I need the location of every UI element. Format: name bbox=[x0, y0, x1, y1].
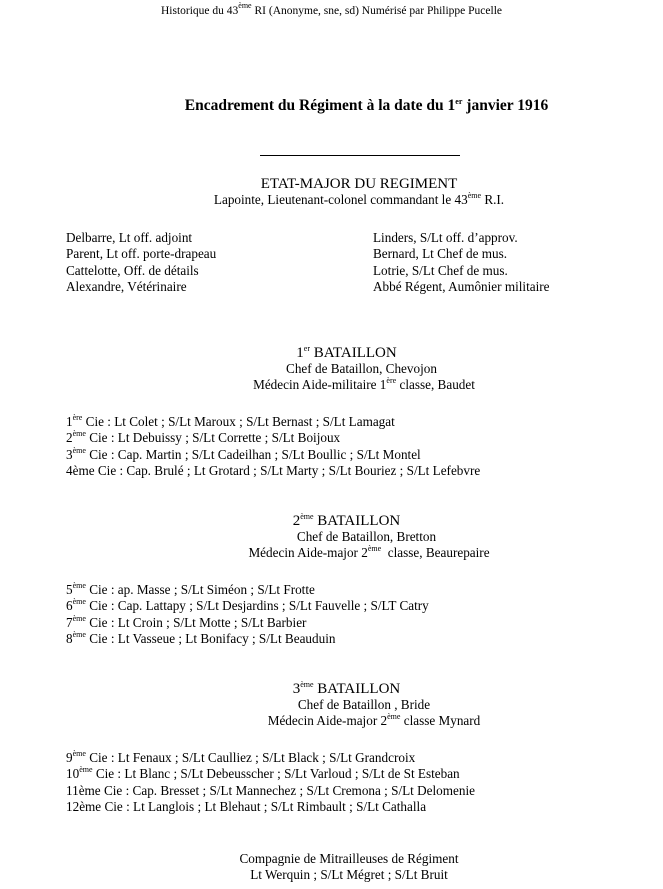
page-header bbox=[0, 1, 663, 17]
cie-num: 9 bbox=[66, 750, 73, 765]
heading-num: 3 bbox=[292, 681, 301, 697]
cie-officers: Cie : Lt Langlois ; Lt Blehaut ; S/Lt Rimbault ; S/Lt Cathalla bbox=[101, 799, 427, 815]
bataillon-1-header bbox=[0, 345, 663, 393]
heading-num: 1 bbox=[296, 345, 304, 361]
cie-num: 2 bbox=[66, 430, 73, 446]
bataillon-1-companies bbox=[66, 414, 480, 480]
company-line bbox=[66, 783, 475, 799]
company-line bbox=[66, 598, 429, 614]
medecin-text: Médecin Aide-militaire 1 bbox=[253, 377, 387, 392]
bataillon-3-heading bbox=[0, 681, 663, 697]
company-line bbox=[66, 615, 429, 631]
medecin-text-rest: classe Mynard bbox=[400, 713, 481, 728]
bataillon-3-chef: Chef de Bataillon , Bride bbox=[297, 697, 431, 712]
cie-officers: Cie : Cap. Brulé ; Lt Grotard ; S/Lt Marty ; S/Lt Bouriez ; S/Lt Lefebvre bbox=[94, 463, 481, 479]
title-divider bbox=[260, 155, 460, 156]
etat-major-heading: ETAT-MAJOR DU REGIMENT bbox=[260, 176, 458, 192]
bataillon-1-chef: Chef de Bataillon, Chevojon bbox=[286, 361, 437, 376]
company-line bbox=[66, 414, 480, 430]
company-line bbox=[66, 430, 480, 446]
company-line bbox=[66, 766, 475, 782]
bataillon-2-header bbox=[0, 513, 663, 561]
bataillon-1-medecin bbox=[0, 377, 663, 393]
medecin-text: Médecin Aide-major 2 bbox=[267, 713, 388, 728]
cie-sup: ème bbox=[72, 613, 86, 623]
staff-entry: Parent, Lt off. porte-drapeau bbox=[66, 246, 217, 262]
cie-sup: ème bbox=[72, 749, 86, 758]
cie-num: 10 bbox=[66, 766, 80, 782]
document-title bbox=[0, 97, 663, 115]
heading-rest: BATAILLON bbox=[313, 681, 401, 697]
commander-text-rest: R.I. bbox=[481, 192, 505, 207]
heading-rest: BATAILLON bbox=[313, 513, 401, 529]
heading-sup: ème bbox=[300, 512, 314, 521]
medecin-text: Médecin Aide-major 2 bbox=[248, 545, 368, 560]
staff-entry: Alexandre, Vétérinaire bbox=[66, 279, 187, 295]
cie-num: 5 bbox=[66, 582, 73, 597]
cie-sup: ème bbox=[79, 765, 93, 775]
cie-officers: Cie : Cap. Lattapy ; S/Lt Desjardins ; S/Lt Fauvelle ; S/LT Catry bbox=[85, 598, 429, 614]
company-line bbox=[66, 447, 480, 463]
bataillon-2-chef: Chef de Bataillon, Bretton bbox=[296, 529, 437, 544]
company-line bbox=[66, 750, 475, 766]
title-text: Encadrement du Régiment à la date du 1 bbox=[184, 97, 456, 114]
etat-major-section bbox=[0, 176, 663, 208]
etat-major-left-column bbox=[66, 230, 216, 296]
cie-sup: ème bbox=[72, 581, 86, 590]
cie-officers: Cie : ap. Masse ; S/Lt Siméon ; S/Lt Frotte bbox=[85, 582, 315, 597]
cie-officers: Cie : Cap. Martin ; S/Lt Cadeilhan ; S/Lt Boullic ; S/Lt Montel bbox=[85, 446, 421, 462]
company-line bbox=[66, 463, 480, 479]
medecin-sup: ème bbox=[367, 544, 382, 553]
bataillon-2-medecin bbox=[0, 545, 663, 561]
cie-officers: Cie : Lt Vasseue ; Lt Bonifacy ; S/Lt Beauduin bbox=[85, 631, 336, 647]
cie-num: 12ème bbox=[66, 799, 102, 815]
bataillon-2-heading bbox=[0, 513, 663, 529]
cie-num: 11ème bbox=[66, 782, 101, 798]
company-line bbox=[66, 799, 475, 815]
bataillon-2-companies bbox=[66, 582, 429, 648]
heading-rest: BATAILLON bbox=[310, 345, 397, 361]
etat-major-right-column bbox=[373, 230, 550, 296]
cie-num: 8 bbox=[66, 631, 73, 647]
cmr-heading: Compagnie de Mitrailleuses de Régiment bbox=[239, 851, 459, 866]
commander-text: Lapointe, Lieutenant-colonel commandant le 43 bbox=[213, 192, 468, 207]
cie-officers: Cie : Lt Blanc ; S/Lt Debeusscher ; S/Lt Varloud ; S/Lt de St Esteban bbox=[92, 766, 460, 782]
medecin-text-rest: classe, Baudet bbox=[396, 377, 475, 392]
heading-sup: ème bbox=[300, 680, 314, 689]
heading-num: 2 bbox=[292, 513, 301, 529]
etat-major-commander bbox=[0, 192, 663, 208]
medecin-text-rest: classe, Beaurepaire bbox=[381, 545, 490, 560]
cie-officers: Cie : Lt Croin ; S/Lt Motte ; S/Lt Barbier bbox=[85, 614, 307, 630]
cie-num: 7 bbox=[66, 614, 73, 630]
header-sup: ème bbox=[238, 1, 252, 10]
bataillon-3-companies bbox=[66, 750, 475, 816]
cie-sup: ème bbox=[72, 630, 86, 640]
cie-sup: ème bbox=[72, 429, 86, 439]
cie-sup: ème bbox=[72, 597, 86, 607]
cie-num: 4ème bbox=[66, 463, 95, 479]
cie-officers: Cie : Cap. Bresset ; S/Lt Mannechez ; S/Lt Cremona ; S/Lt Delomenie bbox=[100, 782, 475, 798]
header-text-rest: RI (Anonyme, sne, sd) Numérisé par Philippe Pucelle bbox=[251, 5, 503, 17]
medecin-sup: ère bbox=[386, 376, 397, 385]
staff-entry: Delbarre, Lt off. adjoint bbox=[66, 230, 193, 245]
bataillon-3-medecin bbox=[0, 713, 663, 729]
staff-entry: Bernard, Lt Chef de mus. bbox=[373, 246, 508, 262]
title-sup: er bbox=[455, 97, 463, 106]
medecin-sup: ème bbox=[387, 712, 401, 721]
commander-sup: ème bbox=[467, 191, 482, 200]
staff-entry: Lotrie, S/Lt Chef de mus. bbox=[373, 262, 508, 278]
bataillon-3-header bbox=[0, 681, 663, 729]
cie-num: 3 bbox=[66, 446, 73, 462]
cie-sup: ème bbox=[72, 445, 86, 455]
cie-sup: ère bbox=[72, 413, 83, 422]
cmr-section bbox=[0, 851, 663, 883]
cie-num: 6 bbox=[66, 598, 73, 614]
cie-officers: Cie : Lt Colet ; S/Lt Maroux ; S/Lt Bernast ; S/Lt Lamagat bbox=[82, 414, 395, 429]
title-text-rest: janvier 1916 bbox=[462, 97, 549, 114]
cie-num: 1 bbox=[66, 414, 73, 429]
cmr-officers: Lt Werquin ; S/Lt Mégret ; S/Lt Bruit bbox=[250, 867, 448, 882]
bataillon-1-heading bbox=[0, 345, 663, 361]
heading-sup: er bbox=[303, 344, 310, 353]
staff-entry: Abbé Régent, Aumônier militaire bbox=[373, 279, 550, 295]
company-line bbox=[66, 582, 429, 598]
header-text: Historique du 43 bbox=[160, 5, 239, 17]
staff-entry: Cattelotte, Off. de détails bbox=[66, 262, 199, 278]
staff-entry: Linders, S/Lt off. d’approv. bbox=[373, 230, 518, 245]
cie-officers: Cie : Lt Fenaux ; S/Lt Caulliez ; S/Lt Black ; S/Lt Grandcroix bbox=[85, 750, 416, 765]
cie-officers: Cie : Lt Debuissy ; S/Lt Corrette ; S/Lt Boijoux bbox=[85, 430, 341, 446]
company-line bbox=[66, 631, 429, 647]
